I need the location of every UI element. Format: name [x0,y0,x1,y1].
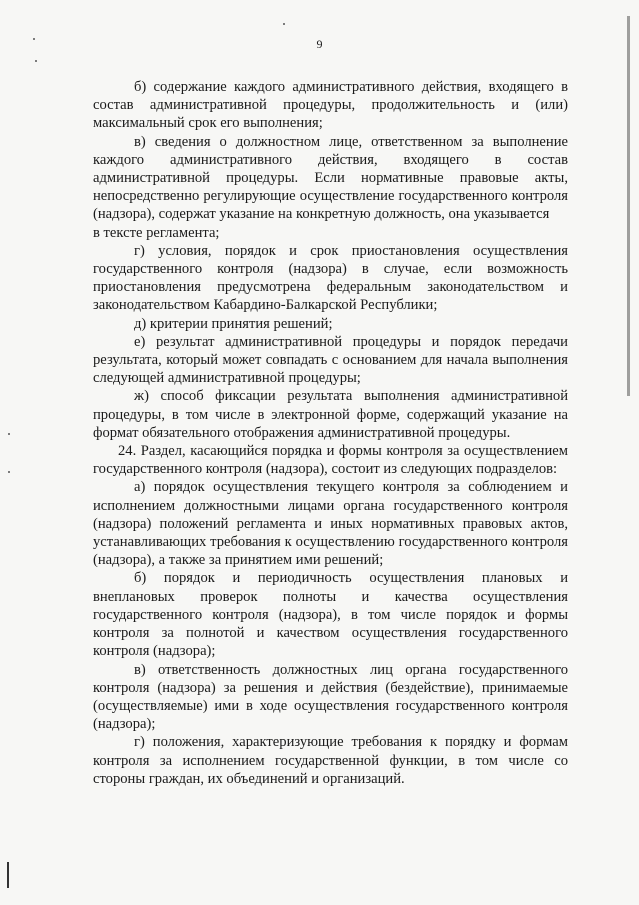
paragraph-v: в) сведения о должностном лице, ответственном за выполнение каждого административного действия, входящего в состав административной процедуры. Если нормативные правовые акты, непосредственно регулирующие осуществление государственного контроля (надзора), содержат указание на конкретную должность, она указывается [93,133,568,223]
left-edge-scan-mark [7,862,9,888]
paragraph-zh: ж) способ фиксации результата выполнения административной процедуры, в том числе в электронной форме, содержащий указание на формат обязательного отображения административной процедуры. [93,388,568,441]
paragraph-v-continuation: в тексте регламента; [93,224,220,241]
paragraph-24-b: б) порядок и периодичность осуществления плановых и внеплановых проверок полноты и качества осуществления государственного контроля (надзора), в том числе порядок и формы контроля за полнотой и качеством осуществления государственного контроля (надзора); [93,570,568,660]
scan-speck [33,38,35,40]
right-edge-scan-mark [627,16,630,396]
paragraph-e: е) результат административной процедуры и порядок передачи результата, который может совпадать с основанием для начала выполнения следующей административной процедуры; [93,333,568,387]
scan-speck [8,471,10,473]
scan-speck [8,433,10,435]
scan-speck [35,60,37,62]
paragraph-24-v: в) ответственность должностных лиц органа государственного контроля (надзора) за решения и действия (бездействие), принимаемые (осуществляемые) ими в ходе осуществления государственного контроля (надзора); [93,661,568,733]
paragraph-b: б) содержание каждого административного действия, входящего в состав административной процедуры, продолжительность и (или) максимальный срок его выполнения; [93,79,568,132]
paragraph-24-g: г) положения, характеризующие требования к порядку и формам контроля за исполнением государственной функции, в том числе со стороны граждан, их объединений и организаций. [93,734,568,787]
document-body [93,78,568,788]
paragraph-24-a: а) порядок осуществления текущего контроля за соблюдением и исполнением должностными лицами органа государственного контроля (надзора) положений регламента и иных нормативных правовых актов, устанавливающих требования к осуществлению государственного контроля (надзора), а также за принятием ими решений; [93,479,568,569]
scan-speck [283,23,285,25]
paragraph-d: д) критерии принятия решений; [134,315,333,332]
page-number: 9 [316,37,323,51]
paragraph-g: г) условия, порядок и срок приостановления осуществления государственного контроля (надзора) в случае, если возможность приостановления предусмотрена федеральным законодательством и законодательством Кабардино-Балкарской Республики; [93,242,568,314]
paragraph-24: 24. Раздел, касающийся порядка и формы контроля за осуществлением государственного контроля (надзора), состоит из следующих подразделов: [93,443,568,478]
